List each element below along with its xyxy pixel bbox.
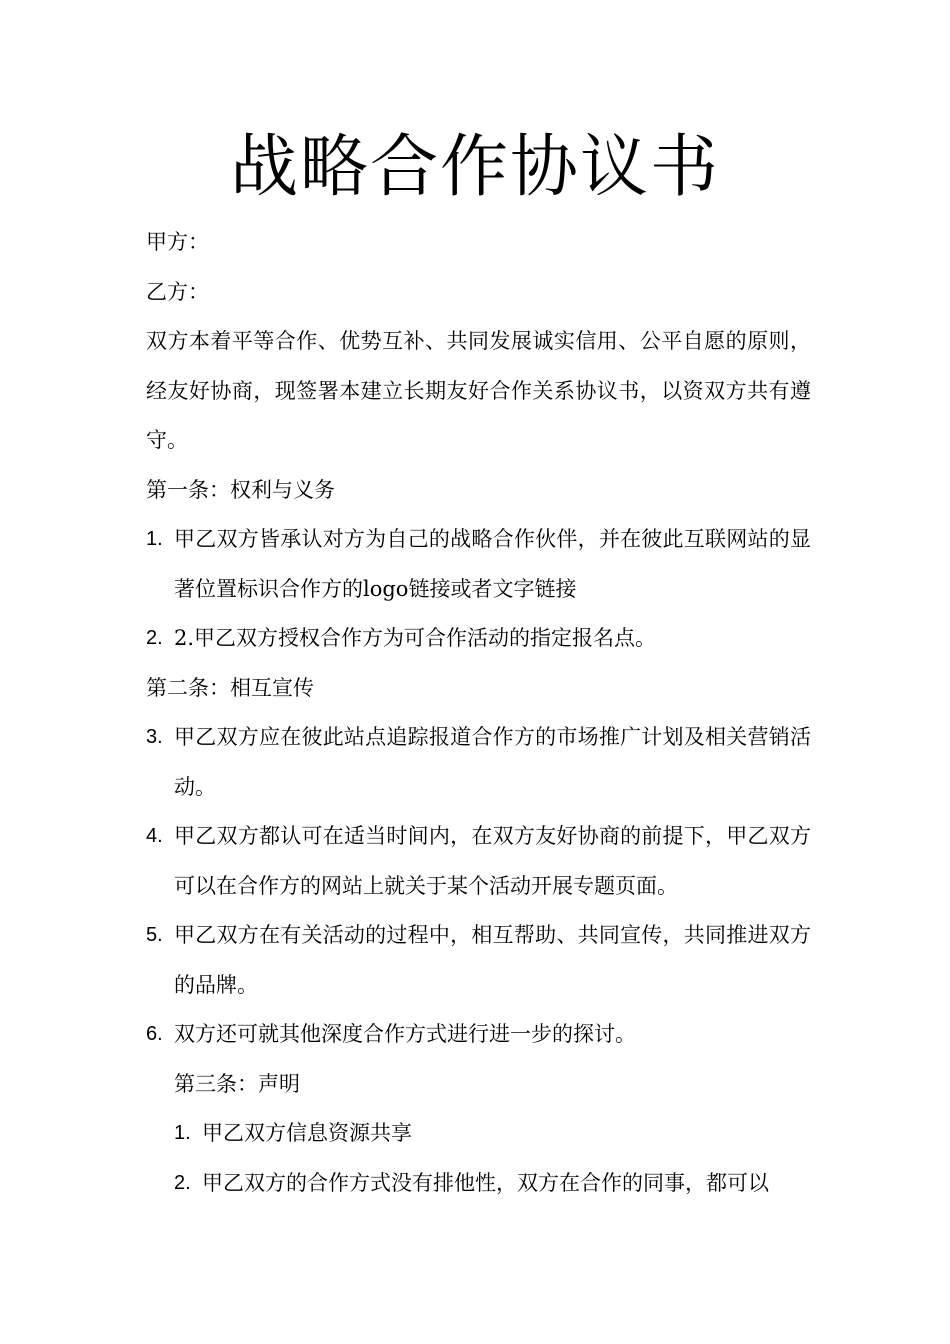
- list-item-text: 2.甲乙双方授权合作方为可合作活动的指定报名点。: [174, 626, 657, 650]
- list-item-number: 2.: [174, 1171, 191, 1194]
- list-item-number: 1.: [174, 1122, 191, 1144]
- party-b-line: 乙方：: [146, 279, 209, 304]
- list-item-text: 甲乙双方皆承认对方为自己的战略合作伙伴，并在彼此互联网站的显著位置标识合作方的logo链接或者文字链接: [174, 527, 811, 601]
- document-body: [146, 218, 811, 1208]
- list-item-number: 6.: [146, 1023, 163, 1045]
- list-item: [146, 812, 811, 911]
- list-item-number: 5.: [146, 924, 163, 946]
- list-item-number: 4.: [146, 825, 163, 847]
- list-item: [174, 1109, 811, 1159]
- list-item: [174, 1159, 811, 1209]
- list-item-text: 甲乙双方都认可在适当时间内，在双方友好协商的前提下，甲乙双方可以在合作方的网站上就关于某个活动开展专题页面。: [174, 824, 811, 898]
- intro-paragraph: 双方本着平等合作、优势互补、共同发展诚实信用、公平自愿的原则，经友好协商，现签署本建立长期友好合作关系协议书，以资双方共有遵守。: [146, 329, 811, 452]
- article2-heading: 第二条：相互宣传: [146, 675, 314, 700]
- list-item-text: 双方还可就其他深度合作方式进行进一步的探讨。: [174, 1022, 636, 1046]
- party-a-line: 甲方：: [146, 230, 209, 254]
- list-item-text: 甲乙双方在有关活动的过程中，相互帮助、共同宣传，共同推进双方的品牌。: [174, 923, 811, 997]
- list-item-number: 3.: [146, 726, 163, 748]
- list-item-text: 甲乙双方的合作方式没有排他性，双方在合作的同事，都可以: [202, 1170, 769, 1195]
- document-title: 战略合作协议书: [229, 128, 720, 207]
- article3-section: [146, 1060, 811, 1209]
- article3-heading: 第三条：声明: [174, 1071, 300, 1096]
- list-item-text: 甲乙双方信息资源共享: [202, 1121, 412, 1145]
- list-item-number: 1.: [146, 528, 163, 550]
- list-item: [146, 713, 811, 812]
- article1-heading: 第一条：权利与义务: [146, 477, 335, 502]
- list-item: [146, 1010, 811, 1060]
- list-item-number: 2.: [146, 627, 163, 649]
- list-item: [146, 911, 811, 1010]
- list-item-text: 甲乙双方应在彼此站点追踪报道合作方的市场推广计划及相关营销活动。: [174, 725, 811, 799]
- list-item: [146, 515, 811, 614]
- list-item: [146, 614, 811, 664]
